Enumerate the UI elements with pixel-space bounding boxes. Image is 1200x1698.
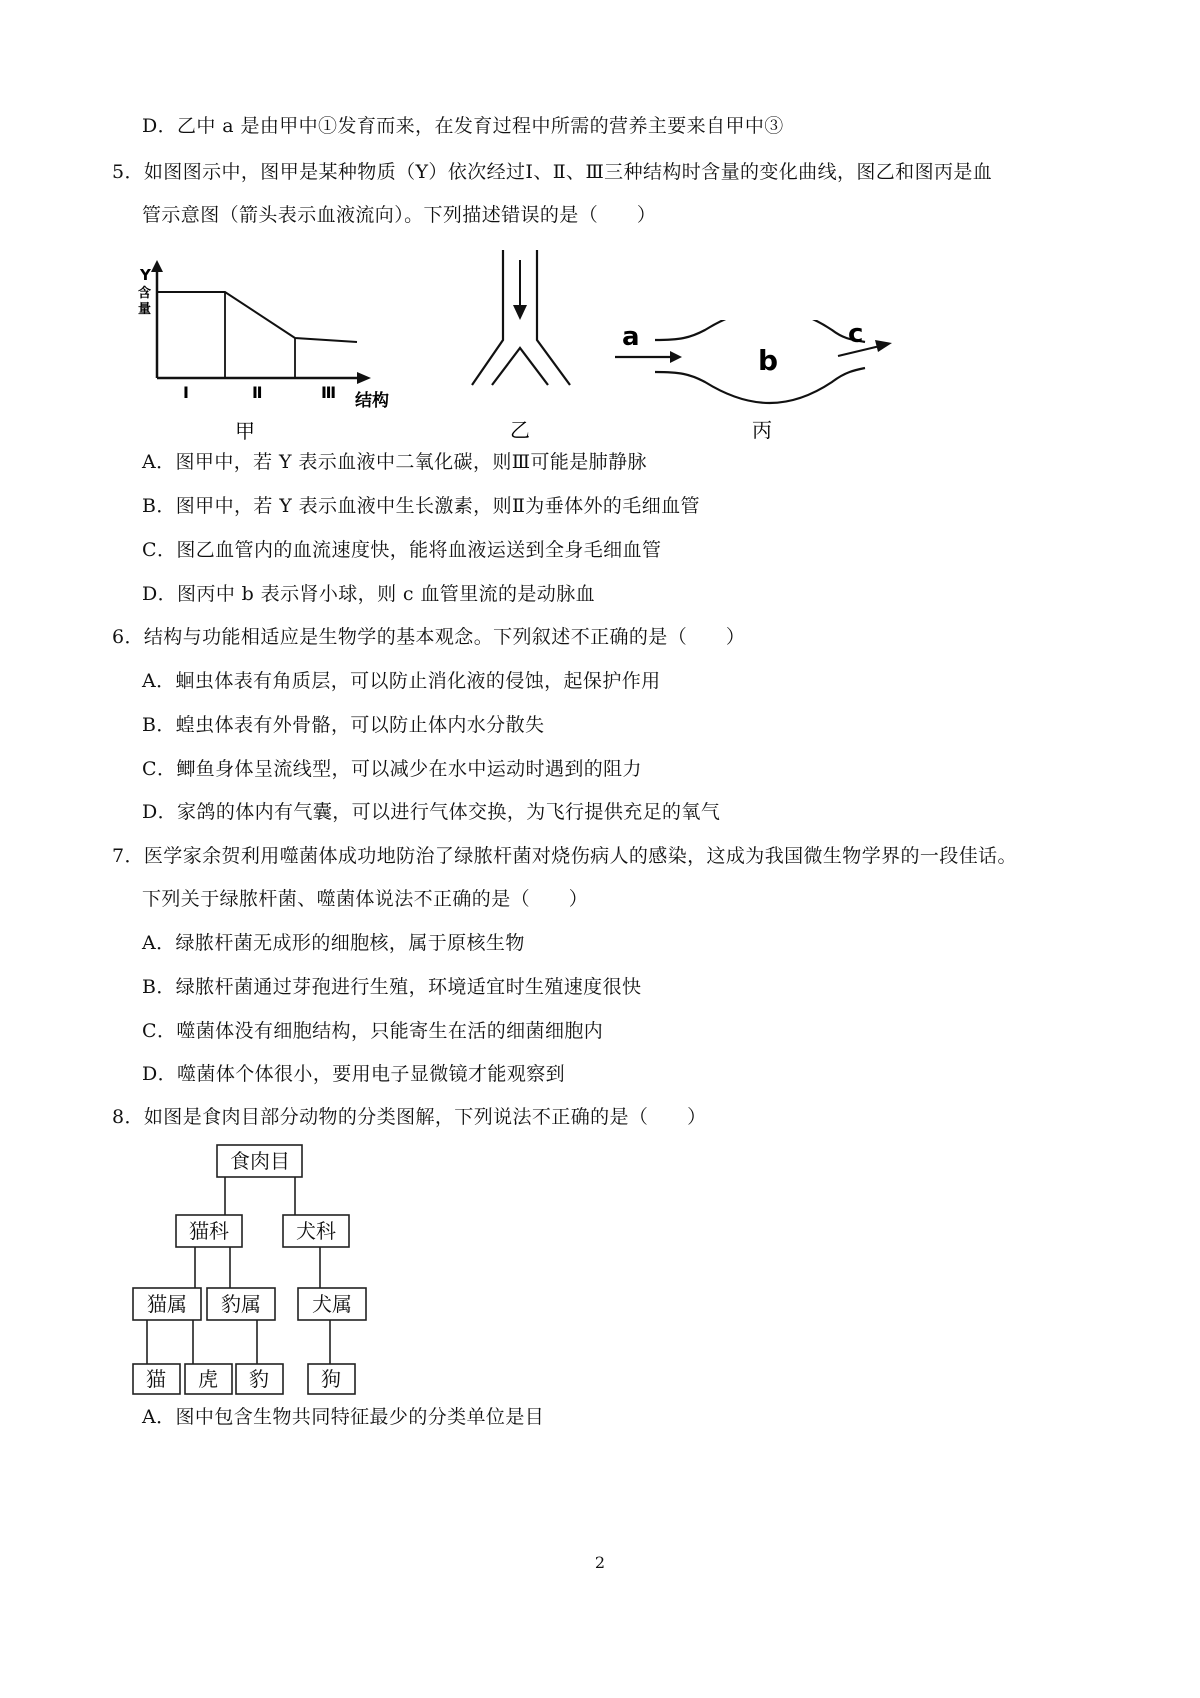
bing-caption: 丙 xyxy=(752,418,772,442)
bing-upper-wall xyxy=(655,320,865,342)
tree-label-dog-family: 犬科 xyxy=(296,1219,336,1243)
jia-y-label-1: Y xyxy=(140,266,151,284)
bing-inflow-arrow xyxy=(670,351,682,363)
q4-option-d: D．乙中 a 是由甲中①发育而来，在发育过程中所需的营养主要来自甲中③ xyxy=(142,115,784,137)
q7-stem-line1: 7．医学家余贺利用噬菌体成功地防治了绿脓杆菌对烧伤病人的感染，这成为我国微生物学界的一段佳话。 xyxy=(112,845,1017,867)
yi-right-wall xyxy=(537,250,570,385)
jia-x-label: 结构 xyxy=(355,391,389,411)
yi-flow-arrow xyxy=(513,305,527,320)
q5-option-c: C．图乙血管内的血流速度快，能将血液运送到全身毛细血管 xyxy=(142,539,662,561)
bing-outflow-arrow xyxy=(875,340,892,352)
q5-option-b: B．图甲中，若 Y 表示血液中生长激素，则Ⅱ为垂体外的毛细血管 xyxy=(142,495,700,517)
q7-stem-line2: 下列关于绿脓杆菌、噬菌体说法不正确的是（ ） xyxy=(142,888,589,910)
q7-option-b: B．绿脓杆菌通过芽孢进行生殖，环境适宜时生殖速度很快 xyxy=(142,976,642,998)
yi-fork xyxy=(492,348,548,385)
yi-caption: 乙 xyxy=(510,418,530,442)
tree-label-cat-family: 猫科 xyxy=(189,1219,229,1243)
tree-label-leopard: 豹 xyxy=(249,1367,269,1391)
q8-option-a: A．图中包含生物共同特征最少的分类单位是目 xyxy=(142,1406,545,1428)
jia-tick-1: Ⅰ xyxy=(183,383,189,402)
q6-option-c: C．鲫鱼身体呈流线型，可以减少在水中运动时遇到的阻力 xyxy=(142,758,642,780)
jia-y-label-2: 含 xyxy=(138,286,152,301)
jia-x-arrow xyxy=(357,372,371,384)
figure-jia xyxy=(125,250,425,450)
tree-label-tiger: 虎 xyxy=(198,1367,218,1391)
page-number: 2 xyxy=(594,1553,606,1572)
q7-option-a: A．绿脓杆菌无成形的细胞核，属于原核生物 xyxy=(142,932,525,954)
tree-label-dog: 狗 xyxy=(321,1367,341,1391)
tree-label-cat: 猫 xyxy=(146,1367,166,1391)
tree-label-leopard-genus: 豹属 xyxy=(221,1292,261,1316)
q5-option-a: A．图甲中，若 Y 表示血液中二氧化碳，则Ⅲ可能是肺静脉 xyxy=(142,451,647,473)
q7-option-d: D．噬菌体个体很小，要用电子显微镜才能观察到 xyxy=(142,1063,566,1085)
jia-tick-3: Ⅲ xyxy=(321,383,337,402)
figure-yi xyxy=(470,240,600,450)
q7-option-c: C．噬菌体没有细胞结构，只能寄生在活的细菌细胞内 xyxy=(142,1020,604,1042)
q6-option-b: B．蝗虫体表有外骨骼，可以防止体内水分散失 xyxy=(142,714,545,736)
q5-stem-line1: 5．如图图示中，图甲是某种物质（Y）依次经过Ⅰ、Ⅱ、Ⅲ三种结构时含量的变化曲线，图乙和图丙是血 xyxy=(112,161,993,183)
q6-option-a: A．蛔虫体表有角质层，可以防止消化液的侵蚀，起保护作用 xyxy=(142,670,661,692)
q5-stem-line2: 管示意图（箭头表示血液流向）。下列描述错误的是（ ） xyxy=(142,204,657,226)
tree-label-order: 食肉目 xyxy=(230,1149,290,1173)
jia-curve xyxy=(157,292,357,342)
bing-label-a: a xyxy=(622,322,640,352)
q6-option-d: D．家鸽的体内有气囊，可以进行气体交换，为飞行提供充足的氧气 xyxy=(142,801,721,823)
q8-stem: 8．如图是食肉目部分动物的分类图解，下列说法不正确的是（ ） xyxy=(112,1106,707,1128)
figure-bing xyxy=(610,320,930,460)
q6-stem: 6．结构与功能相适应是生物学的基本观念。下列叙述不正确的是（ ） xyxy=(112,626,746,648)
jia-tick-2: Ⅱ xyxy=(252,383,263,402)
bing-label-c: c xyxy=(848,320,864,349)
jia-y-label-3: 量 xyxy=(138,302,152,317)
q5-option-d: D．图丙中 b 表示肾小球，则 c 血管里流的是动脉血 xyxy=(142,583,595,605)
jia-y-arrow xyxy=(151,260,163,272)
tree-label-cat-genus: 猫属 xyxy=(147,1292,187,1316)
bing-label-b: b xyxy=(758,344,779,377)
figure-taxonomy-tree xyxy=(120,1140,400,1400)
tree-label-dog-genus: 犬属 xyxy=(312,1292,352,1316)
yi-left-wall xyxy=(472,250,503,385)
jia-caption: 甲 xyxy=(235,419,255,443)
